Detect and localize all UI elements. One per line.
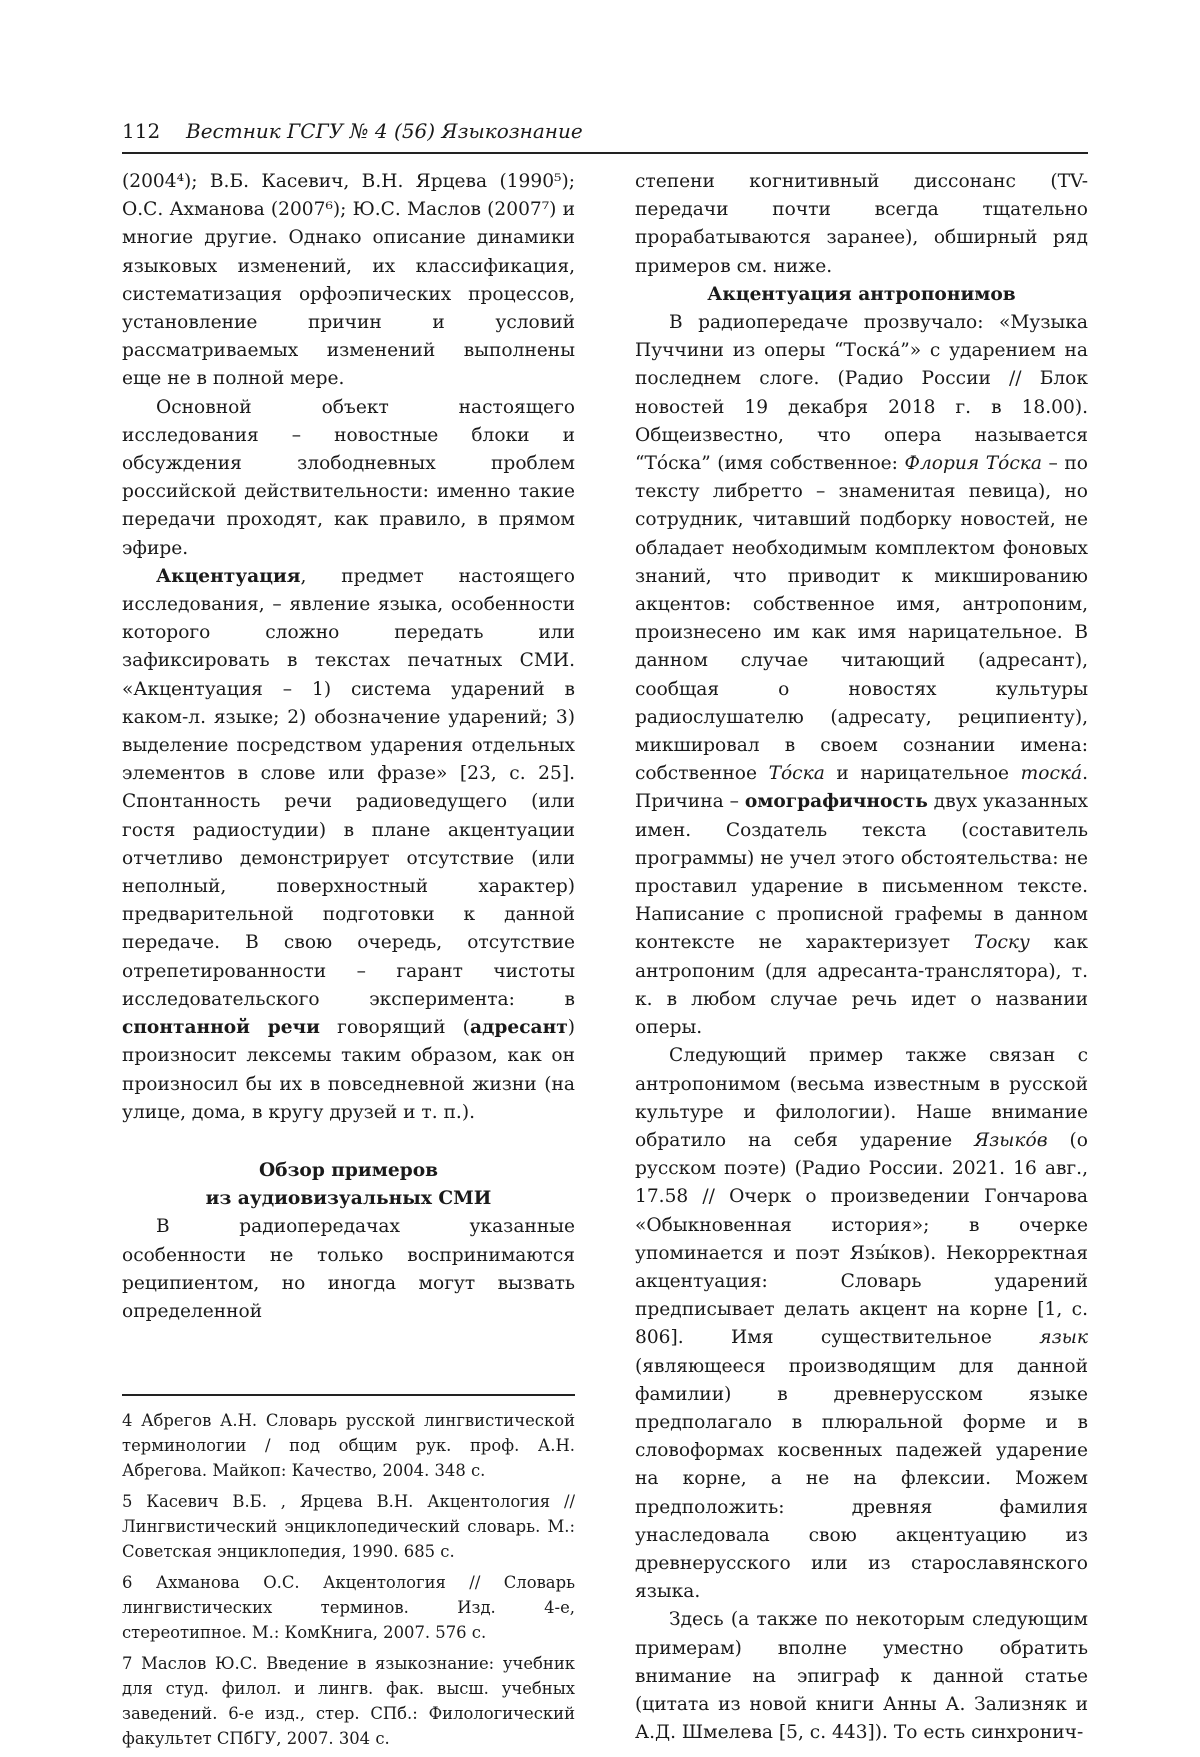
paragraph: Основной объект настоящего исследования – новостные блоки и обсуждения злободневных проблем российской действительности: именно такие передачи проходят, как правило, в прямом эфире. <box>122 396 575 559</box>
running-header <box>122 118 1088 154</box>
footnote: 6 Ахманова О.С. Акцентология // Словарь лингвистических терминов. Изд. 4-е, стереотипное. М.: КомКнига, 2007. 576 с. <box>122 1573 575 1643</box>
term-bold: омографичность <box>744 791 928 813</box>
right-column <box>635 168 1088 1747</box>
page-number: 112 <box>122 119 161 143</box>
paragraph: (2004⁴); В.Б. Касевич, В.Н. Ярцева (1990⁵); О.С. Ахманова (2007⁶); Ю.С. Маслов (2007⁷) и многие другие. Однако описание динамики языковых изменений, их классификация, систематизация орфоэпических процессов, установление причин и условий рассматриваемых изменений выполнены еще не в полной мере. <box>122 171 575 390</box>
left-column <box>122 168 575 1757</box>
term-bold: Акцентуация <box>156 565 301 587</box>
footnote: 5 Касевич В.Б. , Ярцева В.Н. Акцентология // Лингвистический энциклопедический словарь. М.: Советская энциклопедия, 1990. 685 с. <box>122 1492 575 1562</box>
paragraph-accentuation: Акцентуация, предмет настоящего исследования, – явление языка, особенности которого сложно передать или зафиксировать в текстах печатных СМИ. «Акцентуация – 1) система ударений в каком-л. языке; 2) обозначение ударений; 3) выделение посредством ударения отдельных элементов в слове или фразе» [23, с. 25]. Спонтанность речи радиоведущего (или гостя радиостудии) в плане акцентуации отчетливо демонстрирует отсутствие (или неполный, поверхностный характер) предварительной подготовки к данной передаче. В свою очередь, отсутствие отрепетированности – гарант чистоты исследовательского эксперимента: в спонтанной речи говорящий (адресант) произносит лексемы таким образом, как он произносил бы их в повседневной жизни (на улице, дома, в кругу друзей и т. п.). <box>122 565 575 1123</box>
term-bold: адресант <box>469 1017 568 1039</box>
paragraph: Здесь (а также по некоторым следующим примерам) вполне уместно обратить внимание на эпиграф к данной статье (цитата из новой книги Анны А. Зализняк и А.Д. Шмелева [5, с. 443]). То есть синхронич- <box>635 1609 1088 1744</box>
footnote: 4 Абрегов А.Н. Словарь русской лингвистической терминологии / под общим рук. проф. А.Н. Абрегова. Майкоп: Качество, 2004. 348 с. <box>122 1411 575 1481</box>
footnote: 7 Маслов Ю.С. Введение в языкознание: учебник для студ. филол. и лингв. фак. высш. учебных заведений. 6-е изд., стер. СПб.: Филологический факультет СПбГУ, 2007. 304 с. <box>122 1654 575 1749</box>
paragraph: В радиопередачах указанные особенности не только воспринимаются реципиентом, но иногда могут вызвать определенной <box>122 1216 575 1322</box>
journal-title: Вестник ГСГУ № 4 (56) Языкознание <box>186 119 583 143</box>
paragraph: степени когнитивный диссонанс (TV-передачи почти всегда тщательно прорабатываются заранее), обширный ряд примеров см. ниже. <box>635 171 1088 277</box>
paragraph-tosca: В радиопередаче прозвучало: «Музыка Пуччини из оперы “Тоска́”» с ударением на последнем слоге. (Радио России // Блок новостей 19 декабря 2018 г. в 18.00). Общеизвестно, что опера называется “То́ска” (имя собственное: Флория То́ска – по тексту либретто – знаменитая певица), но сотрудник, читавший подборку новостей, не обладает необходимым комплектом фоновых знаний, что приводит к микшированию акцентов: собственное имя, антропоним, произнесено им как имя нарицательное. В данном случае читающий (адресант), сообщая о новостях культуры радиослушателю (адресату, реципиенту), микшировал в своем сознании имена: собственное То́ска и нарицательное тоска́. Причина – омографичность двух указанных имен. Создатель текста (составитель программы) не учел этого обстоятельства: не проставил ударение в письменном тексте. Написание с прописной графемы в данном контексте не характеризует Тоску как антропоним (для адресанта-транслятора), т. к. в любом случае речь идет о названии оперы. <box>635 312 1089 1039</box>
section-heading: Акцентуация антропонимов <box>707 283 1016 305</box>
paragraph-yazykov: Следующий пример также связан с антропонимом (весьма известным в русской культуре и филологии). Наше внимание обратило на себя ударение Языко́в (о русском поэте) (Радио России. 2021. 16 авг., 17.58 // Очерк о произведении Гончарова «Обыкновенная история»; в очерке упоминается и поэт Язы́ков). Некорректная акцентуация: Словарь ударений предписывает делать акцент на корне [1, с. 806]. Имя существительное язык (являющееся производящим для данной фамилии) в древнерусском языке предполагало в плюральной форме и в словоформах косвенных падежей ударение на корне, а не на флексии. Можем предположить: древняя фамилия унаследовала свою акцентуацию из древнерусского или из старославянского языка. <box>635 1045 1088 1603</box>
footnote-rule <box>122 1394 575 1396</box>
section-heading: Обзор примеров из аудиовизуальных СМИ <box>205 1159 492 1210</box>
term-bold: спонтанной речи <box>122 1017 320 1039</box>
footnotes <box>122 1408 575 1751</box>
